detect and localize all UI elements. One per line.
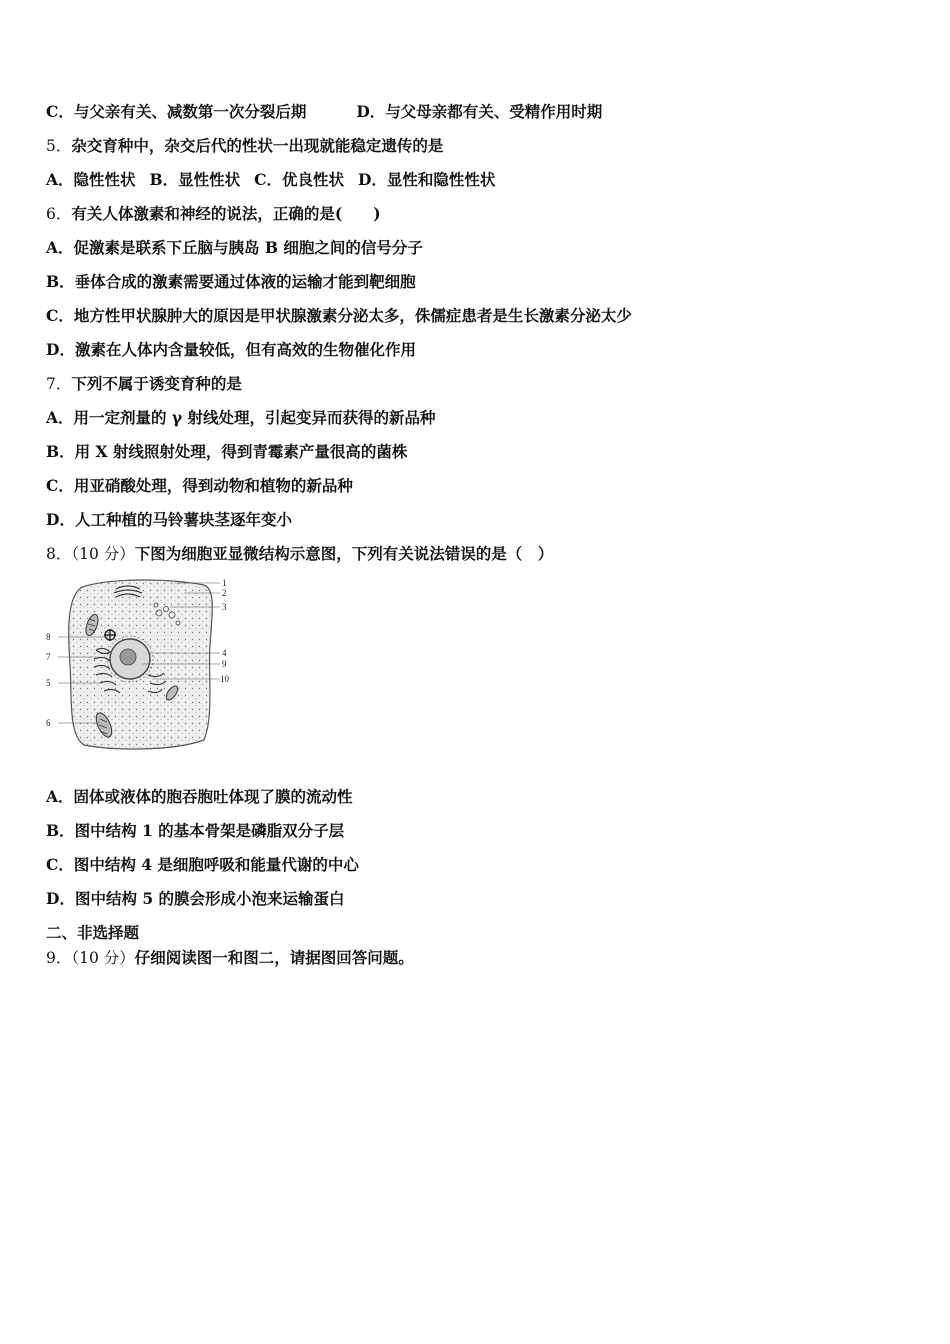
figure-label-2: 2 xyxy=(222,588,227,598)
q6-option-d: D．激素在人体内含量较低，但有高效的生物催化作用 xyxy=(46,340,416,359)
q4-options-cd xyxy=(46,102,602,122)
q5-option-b: B．显性性状 xyxy=(149,170,241,189)
q9-number: 9． xyxy=(46,949,72,967)
section-heading: 二、非选择题 xyxy=(46,923,140,942)
cell-structure-diagram xyxy=(44,575,234,755)
q7-stem-line xyxy=(46,374,242,394)
q7-stem: 下列不属于诱变育种的是 xyxy=(71,374,242,393)
q8-stem: 下图为细胞亚显微结构示意图，下列有关说法错误的是（ ） xyxy=(134,544,554,563)
q9-stem-line xyxy=(46,948,414,968)
q5-options xyxy=(46,170,495,190)
q6-option-b: B．垂体合成的激素需要通过体液的运输才能到靶细胞 xyxy=(46,272,416,291)
figure-label-1: 1 xyxy=(222,578,227,588)
q4-option-d: D．与父母亲都有关、受精作用时期 xyxy=(356,102,603,121)
q5-number: 5． xyxy=(46,137,72,155)
q7-option-d: D．人工种植的马铃薯块茎逐年变小 xyxy=(46,510,292,529)
q8-option-a: A．固体或液体的胞吞胞吐体现了膜的流动性 xyxy=(46,787,353,806)
q5-option-c: C．优良性状 xyxy=(254,170,344,189)
q5-option-a: A．隐性性状 xyxy=(46,170,136,189)
q5-option-d: D．显性和隐性性状 xyxy=(357,170,496,189)
figure-label-9: 9 xyxy=(222,659,227,669)
figure-label-3: 3 xyxy=(222,602,227,612)
q9-stem: 仔细阅读图一和图二，请据图回答问题。 xyxy=(134,948,414,967)
nucleolus xyxy=(120,649,136,665)
q4-option-c: C．与父亲有关、减数第一次分裂后期 xyxy=(46,102,307,121)
q8-option-b: B．图中结构 1 的基本骨架是磷脂双分子层 xyxy=(46,821,345,840)
q7-number: 7． xyxy=(46,375,72,393)
figure-label-10: 10 xyxy=(220,674,229,684)
figure-label-5: 5 xyxy=(46,678,51,688)
q8-option-c: C．图中结构 4 是细胞呼吸和能量代谢的中心 xyxy=(46,855,359,874)
figure-label-8: 8 xyxy=(46,632,51,642)
q8-score: （10 分） xyxy=(71,545,135,563)
q8-stem-line xyxy=(46,544,553,564)
q5-stem-line xyxy=(46,136,443,156)
q6-stem-line xyxy=(46,204,381,224)
figure-label-7: 7 xyxy=(46,652,51,662)
q8-number: 8． xyxy=(46,545,72,563)
figure-label-4: 4 xyxy=(222,648,227,658)
q8-option-d: D．图中结构 5 的膜会形成小泡来运输蛋白 xyxy=(46,889,345,908)
q9-score: （10 分） xyxy=(71,949,135,967)
q6-option-a: A．促激素是联系下丘脑与胰岛 B 细胞之间的信号分子 xyxy=(46,238,423,257)
q7-option-b: B．用 X 射线照射处理，得到青霉素产量很高的菌株 xyxy=(46,442,408,461)
q6-number: 6． xyxy=(46,205,72,223)
figure-label-6: 6 xyxy=(46,718,51,728)
q6-option-c: C．地方性甲状腺肿大的原因是甲状腺激素分泌太多，侏儒症患者是生长激素分泌太少 xyxy=(46,306,632,325)
q7-option-c: C．用亚硝酸处理，得到动物和植物的新品种 xyxy=(46,476,353,495)
q7-option-a: A．用一定剂量的 γ 射线处理，引起变异而获得的新品种 xyxy=(46,408,436,427)
q6-stem: 有关人体激素和神经的说法，正确的是( ) xyxy=(71,204,381,223)
q5-stem: 杂交育种中，杂交后代的性状一出现就能稳定遗传的是 xyxy=(71,136,444,155)
